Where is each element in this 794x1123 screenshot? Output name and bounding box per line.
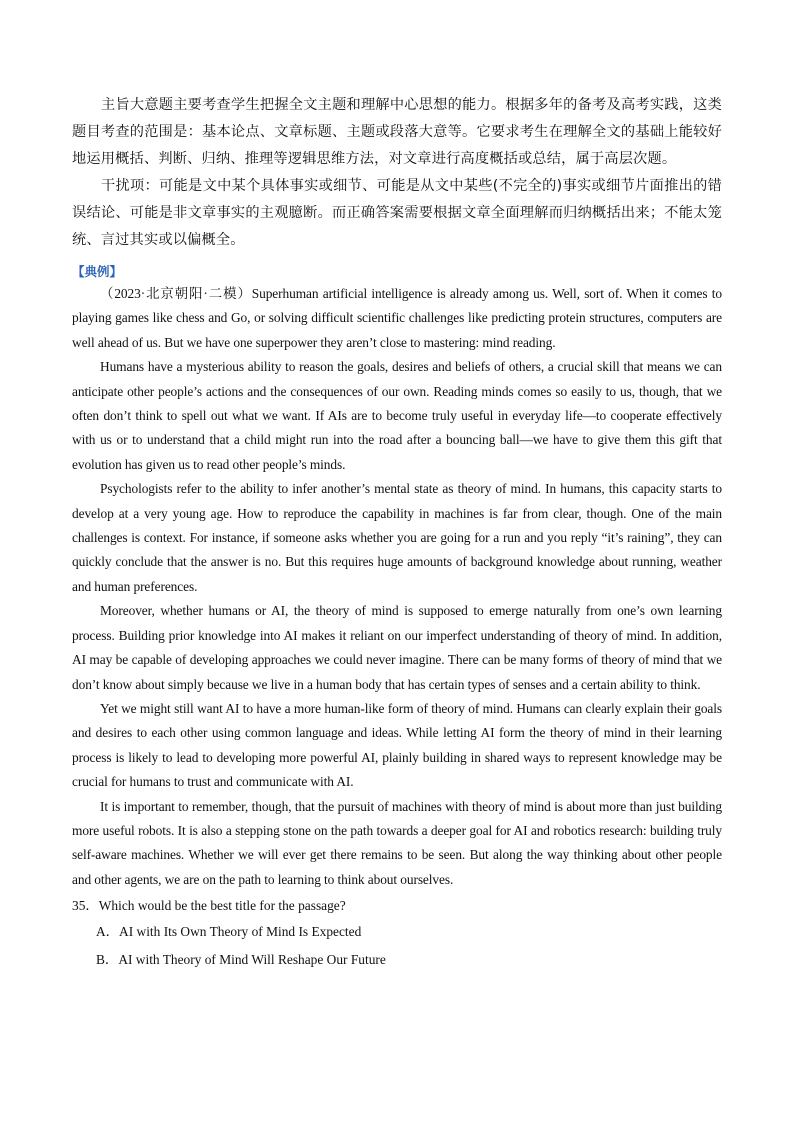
document-page [72, 92, 722, 974]
passage-paragraph-1: （2023·北京朝阳·二模）Superhuman artificial intelligence is already among us. Well, sort of. When it comes to playing games like chess and Go, or solving difficult scientific challenges like predicting protein structures, computers are well ahead of us. But we have one superpower they aren’t close to mastering: mind reading. [72, 286, 722, 350]
question-35: 35．Which would be the best title for the passage? [72, 898, 346, 914]
passage-paragraph-4: Moreover, whether humans or AI, the theory of mind is supposed to emerge naturally from one’s own learning process. Building prior knowledge into AI makes it reliant on our imperfect understanding of theory of mind. In addition, AI may be capable of developing approaches we could never imagine. There can be many forms of theory of mind that we don’t know about simply because we live in a human body that has certain types of senses and a certain ability to think. [72, 603, 722, 692]
passage-paragraph-6: It is important to remember, though, that the pursuit of machines with theory of mind is about more than just building more useful robots. It is also a stepping stone on the path towards a deeper goal for AI and robotics research: building truly self-aware machines. Whether we will ever get there remains to be seen. But along the way thinking about other people and other agents, we are on the path to learning to think about ourselves. [72, 798, 722, 887]
intro-paragraph-main-idea: 主旨大意题主要考查学生把握全文主题和理解中心思想的能力。根据多年的备考及高考实践，这类题目考查的范围是：基本论点、文章标题、主题或段落大意等。它要求考生在理解全文的基础上能较好地运用概括、判断、归纳、推理等逻辑思维方法，对文章进行高度概括或总结，属于高层次题。 [72, 97, 722, 167]
example-label: 【典例】 [72, 264, 123, 279]
intro-paragraph-distractors: 干扰项：可能是文中某个具体事实或细节、可能是从文中某些(不完全的)事实或细节片面推出的错误结论、可能是非文章事实的主观臆断。而正确答案需要根据文章全面理解而归纳概括出来；不能太笼统、言过其实或以偏概全。 [72, 178, 722, 248]
passage-paragraph-3: Psychologists refer to the ability to infer another’s mental state as theory of mind. In humans, this capacity starts to develop at a very young age. How to reproduce the capability in machines is far from clear, though. One of the main challenges is context. For instance, if someone asks whether you are going for a run and you reply “it’s raining”, they can quickly conclude that the answer is no. But this requires huge amounts of background knowledge about running, weather and human preferences. [72, 481, 722, 594]
option-b: B．AI with Theory of Mind Will Reshape Our Future [96, 952, 386, 968]
option-a: A．AI with Its Own Theory of Mind Is Expected [96, 924, 362, 940]
passage-paragraph-2: Humans have a mysterious ability to reason the goals, desires and beliefs of others, a crucial skill that means we can anticipate other people’s actions and the consequences of our own. Reading minds comes so easily to us, though, that we often don’t think to spell out what we want. If AIs are to become truly useful in everyday life—to cooperate effectively with us or to understand that a child might run into the road after a bouncing ball—we have to give them this gift that evolution has given us to read other people’s minds. [72, 359, 722, 472]
passage-paragraph-5: Yet we might still want AI to have a more human-like form of theory of mind. Humans can clearly explain their goals and desires to each other using common language and ideas. While letting AI form the theory of mind in their learning process is likely to lead to developing more powerful AI, plainly building in shared ways to represent knowledge may be crucial for humans to trust and communicate with AI. [72, 700, 722, 790]
